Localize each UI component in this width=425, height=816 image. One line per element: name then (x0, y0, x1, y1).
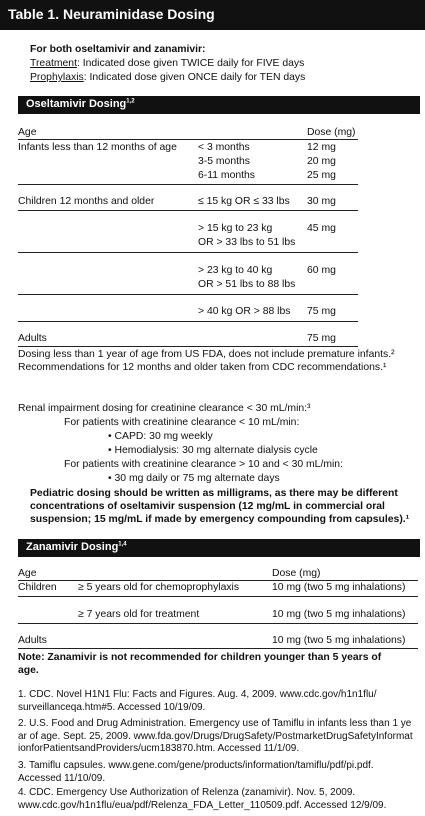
child-range-3a: > 23 kg to 40 kg (198, 265, 273, 276)
z-children-label: Children (18, 582, 57, 593)
z-dose-2: 10 mg (two 5 mg inhalations) (272, 609, 406, 620)
child-range-2a: > 15 kg to 23 kg (198, 223, 273, 234)
renal-bullet2: • Hemodialysis: 30 mg alternate dialysis cycle (108, 445, 318, 456)
infant-dose-3: 25 mg (307, 170, 336, 181)
page-title: Table 1. Neuraminidase Dosing (8, 6, 215, 22)
reference-3: 3. Tamiflu capsules. www.gene.com/gene/products/information/tamiflu/pdf/pi.pdf. Accessed 11/10/09. (18, 760, 374, 784)
row-rule (18, 596, 418, 597)
infant-range-3: 6-11 months (198, 170, 255, 181)
treatment-text: : Indicated dose given TWICE daily for FIVE days (76, 58, 305, 69)
renal-line3: For patients with creatinine clearance > 10 and < 30 mL/min: (64, 459, 343, 470)
oseltamivir-note: Dosing less than 1 year of age from US FDA, does not include premature infants.² Recommendations for 12 months and older taken from CDC recommendations.¹ (18, 349, 395, 373)
intro-treatment (30, 58, 304, 69)
row-rule (18, 252, 358, 253)
row-rule (18, 294, 358, 295)
infant-range-2: 3-5 months (198, 156, 250, 167)
renal-line2: For patients with creatinine clearance < 10 mL/min: (64, 417, 300, 428)
row-rule (18, 210, 358, 211)
children-label: Children 12 months and older (18, 196, 155, 207)
renal-bullet1: • CAPD: 30 mg weekly (108, 431, 213, 442)
prophylaxis-text: : Indicated dose given ONCE daily for TEN days (83, 72, 306, 83)
z-criterion-2: ≥ 7 years old for treatment (78, 609, 200, 620)
infant-dose-2: 20 mg (307, 156, 336, 167)
reference-1: 1. CDC. Novel H1N1 Flu: Facts and Figures. Aug. 4, 2009. www.cdc.gov/h1n1flu/ surveillanceqa.htm#5. Accessed 10/19/09. (18, 689, 377, 713)
z-adults-dose: 10 mg (two 5 mg inhalations) (272, 635, 406, 646)
renal-bullet3: • 30 mg daily or 75 mg alternate days (108, 473, 280, 484)
intro-heading: For both oseltamivir and zanamivir: (30, 44, 206, 55)
reference-2: 2. U.S. Food and Drug Administration. Emergency use of Tamiflu in infants less than 1 year of age. Sept. 25, 2009. www.fda.gov/Drugs/DrugSafety/PostmarketDrugSafetyInformationforPatientsandProviders/ucm183870.htm. Accessed 11/1/09. (18, 718, 413, 754)
title-bar (0, 0, 425, 30)
zanamivir-heading-bar (18, 539, 420, 557)
prophylaxis-label: Prophylaxis (30, 72, 84, 83)
table-bottom-rule (18, 346, 358, 347)
table-header-rule (18, 139, 358, 140)
pediatric-note: Pediatric dosing should be written as milligrams, as there may be different concentrations of oseltamivir suspension (12 mg/mL in commercial oral suspension; 15 mg/mL if made by emergency compounding from capsules).¹ (30, 488, 410, 525)
adults-label: Adults (18, 333, 47, 344)
row-rule (18, 321, 358, 322)
child-range-4: > 40 kg OR > 88 lbs (198, 306, 291, 317)
child-range-1: ≤ 15 kg OR ≤ 33 lbs (198, 196, 290, 207)
reference-4: 4. CDC. Emergency Use Authorization of Relenza (zanamivir). Nov. 5, 2009. www.cdc.gov/h1n1flu/eua/pdf/Relenza_FDA_Letter_110509.pdf. Accessed 12/9/09. (18, 787, 387, 811)
row-rule (18, 623, 418, 624)
row-rule (18, 184, 358, 185)
z-bottom-rule (18, 648, 418, 649)
z-col-age: Age (18, 568, 37, 579)
infant-dose-1: 12 mg (307, 142, 336, 153)
col-dose: Dose (mg) (307, 127, 356, 138)
z-header-rule (18, 580, 418, 581)
treatment-label: Treatment (30, 58, 77, 69)
child-range-3b: OR > 51 lbs to 88 lbs (198, 279, 296, 290)
child-dose-4: 75 mg (307, 306, 336, 317)
z-adults-label: Adults (18, 635, 47, 646)
zanamivir-heading: Zanamivir Dosing$^{1,4}$ (26, 541, 127, 553)
oseltamivir-heading-bar (18, 96, 420, 114)
adults-dose: 75 mg (307, 333, 336, 344)
z-criterion-1: ≥ 5 years old for chemoprophylaxis (78, 582, 240, 593)
z-col-dose: Dose (mg) (272, 568, 321, 579)
child-range-2b: OR > 33 lbs to 51 lbs (198, 237, 296, 248)
renal-line1: Renal impairment dosing for creatinine clearance < 30 mL/min:³ (18, 403, 311, 414)
child-dose-1: 30 mg (307, 196, 336, 207)
zanamivir-note: Note: Zanamivir is not recommended for children younger than 5 years of age. (18, 652, 382, 676)
child-dose-2: 45 mg (307, 223, 336, 234)
infant-range-1: < 3 months (198, 142, 250, 153)
infants-label: Infants less than 12 months of age (18, 142, 177, 153)
oseltamivir-heading: Oseltamivir Dosing$^{1,2}$ (26, 98, 135, 110)
col-age: Age (18, 127, 37, 138)
child-dose-3: 60 mg (307, 265, 336, 276)
z-dose-1: 10 mg (two 5 mg inhalations) (272, 582, 406, 593)
intro-prophylaxis (30, 72, 305, 83)
